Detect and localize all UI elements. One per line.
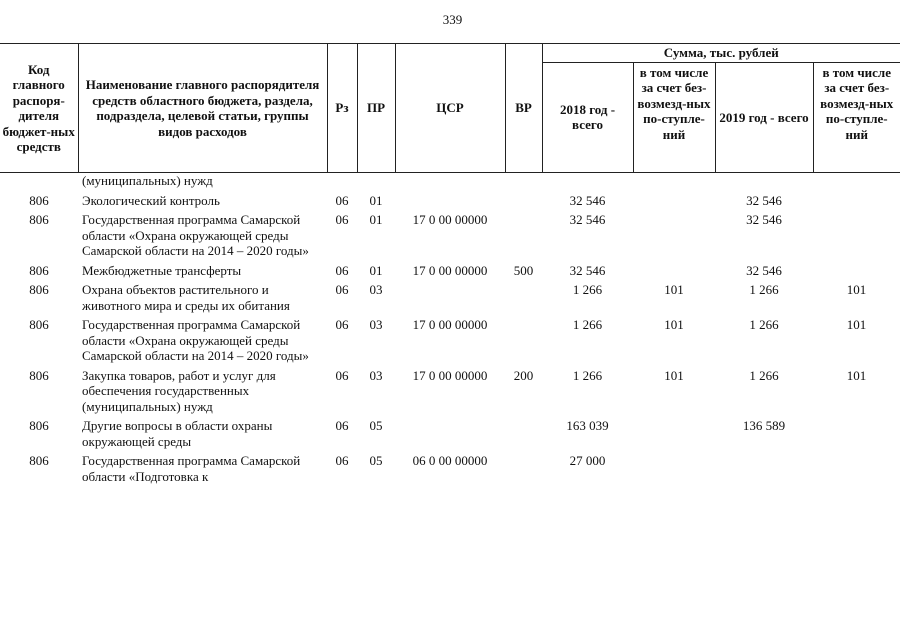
table-row [0, 209, 900, 260]
table-row [0, 279, 900, 314]
row-total-2018: 32 546 [569, 212, 606, 227]
row-total-2019: 1 266 [749, 367, 779, 383]
row-incl-2018 [633, 260, 715, 280]
row-pr: 05 [369, 453, 383, 468]
row-code: 806 [29, 367, 49, 383]
table-row [0, 260, 900, 280]
header-incl-2018: в том числе за счет без-возмезд-ных по-ступле-ний [633, 62, 715, 173]
row-name: Межбюджетные трансферты [82, 262, 242, 278]
row-rz: 06 [335, 192, 349, 208]
row-total-2018 [542, 173, 633, 190]
row-name: Государственная программа Самарской области «Подготовка к [82, 453, 301, 484]
row-incl-2019: 101 [846, 282, 867, 297]
row-incl-2019: 101 [846, 367, 867, 383]
row-rz: 06 [335, 317, 349, 332]
row-name: Государственная программа Самарской области «Охрана окружающей среды Самарской области на 2014 – 2020 годы» [82, 212, 309, 258]
row-incl-2019 [813, 415, 900, 450]
row-code: 806 [29, 282, 49, 297]
row-csr: 17 0 00 00000 [412, 212, 488, 227]
row-code: 806 [29, 192, 49, 208]
row-incl-2018: 101 [664, 367, 684, 383]
row-total-2018: 32 546 [569, 262, 606, 278]
header-code: Код главного распоря-дителя бюджет-ных средств [0, 44, 78, 173]
row-incl-2019 [813, 450, 900, 485]
row-incl-2019 [813, 209, 900, 260]
row-total-2018: 32 546 [569, 192, 606, 208]
row-incl-2018: 101 [664, 317, 684, 332]
row-vr: 200 [513, 367, 534, 383]
row-vr [505, 190, 542, 210]
row-vr [505, 314, 542, 365]
row-code: 806 [29, 453, 49, 468]
row-pr: 03 [369, 282, 383, 297]
row-incl-2018 [633, 450, 715, 485]
row-pr: 03 [369, 367, 383, 383]
row-csr: 17 0 00 00000 [412, 317, 488, 332]
row-vr [505, 279, 542, 314]
row-rz [327, 173, 357, 190]
row-incl-2018 [633, 173, 715, 190]
row-vr [505, 209, 542, 260]
row-incl-2018: 101 [664, 282, 684, 297]
row-pr: 05 [369, 418, 383, 433]
row-total-2019: 1 266 [749, 282, 779, 297]
row-total-2018: 163 039 [566, 418, 609, 433]
row-total-2019: 32 546 [746, 262, 782, 278]
header-rz: Рз [327, 44, 357, 173]
row-incl-2019: 101 [846, 317, 867, 332]
table-row [0, 314, 900, 365]
row-csr [395, 173, 505, 190]
row-code: 806 [29, 212, 49, 227]
row-pr: 01 [369, 192, 383, 208]
table-row [0, 415, 900, 450]
row-name: Закупка товаров, работ и услуг для обеспечения государственных (муниципальных) нужд [82, 367, 276, 414]
row-rz: 06 [335, 212, 349, 227]
page-number: 339 [442, 12, 463, 27]
row-vr: 500 [513, 262, 534, 278]
row-name: Охрана объектов растительного и животного мира и среды их обитания [82, 282, 290, 313]
row-incl-2018 [633, 190, 715, 210]
row-code: 806 [29, 317, 49, 332]
row-total-2018: 1 266 [572, 367, 603, 383]
header-name: Наименование главного распорядителя средств областного бюджета, раздела, подраздела, целевой статьи, группы видов расходов [78, 44, 327, 173]
row-incl-2018 [633, 209, 715, 260]
row-total-2018: 27 000 [569, 453, 606, 468]
header-vr: ВР [505, 44, 542, 173]
budget-table [0, 43, 900, 485]
row-vr [505, 415, 542, 450]
row-rz: 06 [335, 453, 349, 468]
table-header [0, 44, 900, 173]
header-total-2018: 2018 год - всего [542, 62, 633, 173]
row-total-2019: 32 546 [746, 192, 782, 208]
row-csr: 06 0 00 00000 [412, 453, 488, 468]
row-total-2019 [715, 173, 813, 190]
row-name: Экологический контроль [82, 192, 220, 208]
row-incl-2018 [633, 415, 715, 450]
row-incl-2019 [813, 260, 900, 280]
row-pr [357, 173, 395, 190]
row-total-2019: 136 589 [742, 418, 786, 433]
row-code: 806 [29, 418, 49, 433]
row-total-2019 [715, 450, 813, 485]
row-total-2018: 1 266 [572, 282, 603, 297]
header-total-2019: 2019 год - всего [715, 62, 813, 173]
table-row [0, 450, 900, 485]
row-csr: 17 0 00 00000 [412, 367, 488, 383]
row-code: 806 [29, 262, 49, 278]
row-total-2018: 1 266 [572, 317, 603, 332]
row-total-2019: 32 546 [746, 212, 782, 227]
row-vr [505, 173, 542, 190]
row-name: (муниципальных) нужд [82, 173, 213, 188]
row-rz: 06 [335, 418, 349, 433]
table-row [0, 365, 900, 416]
row-incl-2019 [813, 190, 900, 210]
header-csr: ЦСР [395, 44, 505, 173]
row-pr: 01 [369, 262, 383, 278]
row-pr: 01 [369, 212, 383, 227]
header-incl-2019: в том числе за счет без-возмезд-ных по-ступле-ний [813, 62, 900, 173]
header-pr: ПР [357, 44, 395, 173]
table-row [0, 190, 900, 210]
row-csr: 17 0 00 00000 [412, 262, 488, 278]
row-rz: 06 [335, 282, 349, 297]
row-csr [395, 415, 505, 450]
row-csr [395, 190, 505, 210]
row-rz: 06 [335, 262, 349, 278]
row-vr [505, 450, 542, 485]
row-rz: 06 [335, 367, 349, 383]
row-pr: 03 [369, 317, 383, 332]
row-incl-2019 [813, 173, 900, 190]
header-sum-group: Сумма, тыс. рублей [542, 44, 900, 63]
row-name: Государственная программа Самарской области «Охрана окружающей среды Самарской области на 2014 – 2020 годы» [82, 317, 309, 363]
table-body [0, 173, 900, 486]
row-code [0, 173, 78, 190]
row-total-2019: 1 266 [749, 317, 779, 332]
row-name: Другие вопросы в области охраны окружающей среды [82, 418, 273, 449]
row-csr [395, 279, 505, 314]
table-row [0, 173, 900, 190]
